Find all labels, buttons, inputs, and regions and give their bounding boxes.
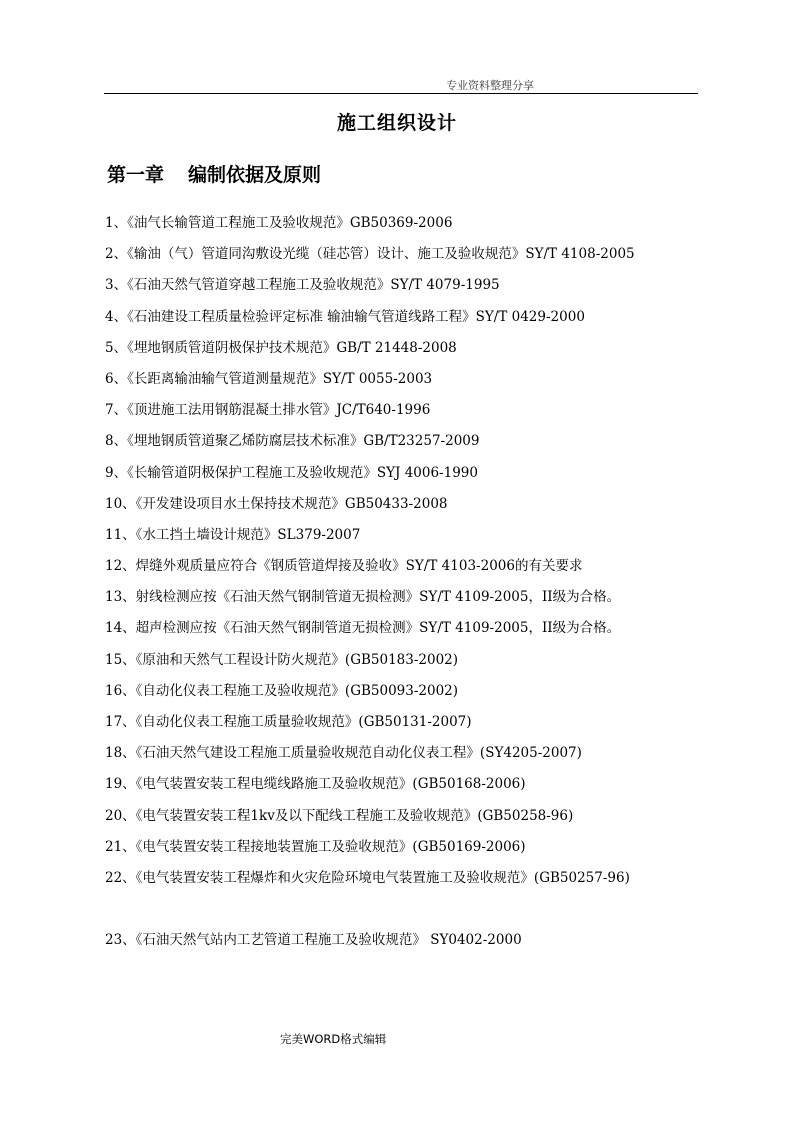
- reference-item: 11、《水工挡土墙设计规范》SL379-2007: [105, 526, 361, 543]
- reference-item: 10、《开发建设项目水土保持技术规范》GB50433-2008: [105, 495, 448, 512]
- reference-list: [105, 208, 701, 957]
- reference-item: 2、《输油（气）管道同沟敷设光缆（硅芯管）设计、施工及验收规范》SY/T 4108-2005: [105, 246, 635, 263]
- reference-item: 14、超声检测应按《石油天然气钢制管道无损检测》SY/T 4109-2005，II级为合格。: [105, 620, 621, 637]
- reference-item: 12、焊缝外观质量应符合《钢质管道焊接及验收》SY/T 4103-2006的有关要求: [105, 558, 583, 575]
- header-divider: [104, 93, 698, 94]
- reference-item: 4、《石油建设工程质量检验评定标准 输油输气管道线路工程》SY/T 0429-2000: [105, 308, 585, 325]
- reference-item: 5、《埋地钢质管道阴极保护技术规范》GB/T 21448-2008: [105, 339, 457, 356]
- reference-item: 7、《顶进施工法用钢筋混凝土排水管》JC/T640-1996: [105, 402, 431, 419]
- document-title: 施工组织设计: [336, 112, 457, 134]
- reference-item: 6、《长距离输油输气管道测量规范》SY/T 0055-2003: [105, 370, 433, 387]
- reference-item: 23、《石油天然气站内工艺管道工程施工及验收规范》 SY0402-2000: [105, 932, 522, 949]
- chapter-number: 第一章: [107, 164, 165, 186]
- chapter-name: 编制依据及原则: [188, 164, 322, 186]
- reference-item: 3、《石油天然气管道穿越工程施工及验收规范》SY/T 4079-1995: [105, 277, 500, 294]
- reference-item: 8、《埋地钢质管道聚乙烯防腐层技术标准》GB/T23257-2009: [105, 433, 480, 450]
- reference-item: 17、《自动化仪表工程施工质量验收规范》(GB50131-2007): [105, 714, 472, 730]
- page-footer-text: 完美WORD格式编辑: [280, 1032, 387, 1046]
- page-header-text: 专业资料整理分享: [446, 79, 534, 92]
- reference-item: 20、《电气装置安装工程1kv及以下配线工程施工及验收规范》(GB50258-96): [105, 807, 574, 824]
- reference-item: 21、《电气装置安装工程接地装置施工及验收规范》(GB50169-2006): [105, 838, 526, 855]
- reference-item: 1、《油气长输管道工程施工及验收规范》GB50369-2006: [105, 215, 453, 231]
- reference-item: 9、《长输管道阴极保护工程施工及验收规范》SYJ 4006-1990: [105, 464, 478, 481]
- reference-item: 22、《电气装置安装工程爆炸和火灾危险环境电气装置施工及验收规范》(GB50257-96): [105, 869, 630, 886]
- reference-item: 18、《石油天然气建设工程施工质量验收规范自动化仪表工程》(SY4205-2007): [105, 745, 582, 762]
- reference-item: 19、《电气装置安装工程电缆线路施工及验收规范》(GB50168-2006): [105, 776, 526, 793]
- reference-item: 15、《原油和天然气工程设计防火规范》(GB50183-2002): [105, 651, 459, 668]
- reference-item: 16、《自动化仪表工程施工及验收规范》(GB50093-2002): [105, 682, 459, 699]
- reference-item: 13、射线检测应按《石油天然气钢制管道无损检测》SY/T 4109-2005，II级为合格。: [105, 589, 621, 606]
- chapter-heading: [107, 160, 321, 187]
